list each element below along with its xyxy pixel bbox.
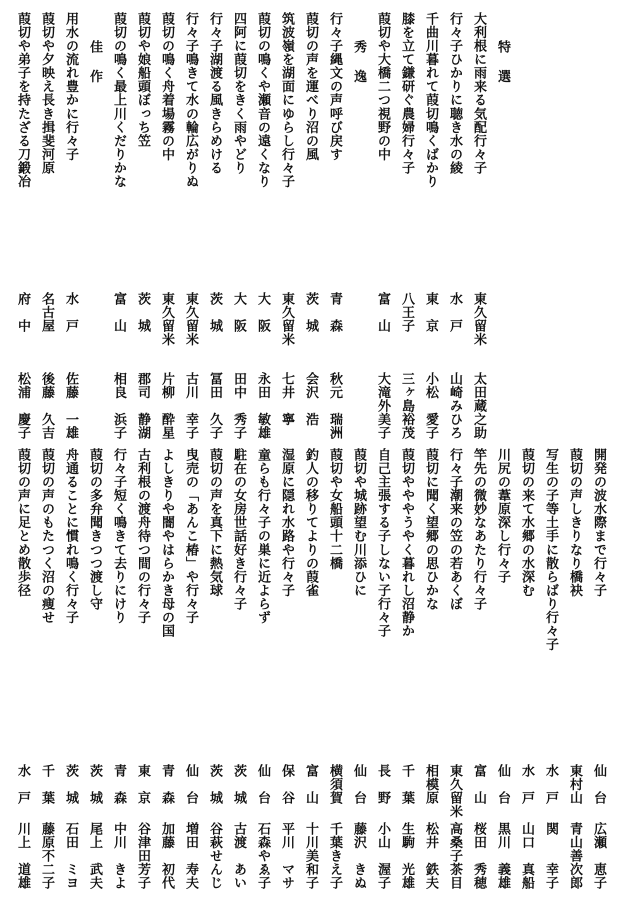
haiku-text: 行々子鳴きて水の輪広がりぬ	[183, 12, 198, 189]
author-place: 富 山	[471, 764, 486, 805]
author-place: 八王子	[399, 292, 414, 333]
haiku-text: 葭切の鳴く舟着場霧の中	[159, 12, 174, 162]
author-name: 三ヶ島裕茂	[399, 372, 414, 440]
haiku-text: 葭切の多弁聞きつつ渡し守	[87, 448, 102, 611]
haiku-text: 用水の流れ豊かに行々子	[63, 12, 78, 162]
haiku-text: 開発の波水際まで行々子	[591, 448, 606, 598]
author-name: 十川美和子	[303, 822, 318, 890]
haiku-text: 行々子潮来の笠の若あくぼ	[447, 448, 462, 611]
author-place: 東久留米	[159, 292, 174, 347]
author-name: 会沢 浩	[303, 372, 318, 427]
haiku-text: 古利根の渡舟待つ間の行々子	[135, 448, 150, 625]
haiku-text: 写生の子等土手に散らばり行々子	[543, 448, 558, 652]
author-place: 水 戸	[63, 292, 78, 333]
author-name: 千葉きえ子	[327, 822, 342, 890]
author-place: 茨 城	[87, 764, 102, 805]
haiku-text: 筑波嶺を湖面にゆらし行々子	[279, 12, 294, 189]
haiku-text: 葭切や娘船頭ぼっち笠	[135, 12, 150, 148]
haiku-text: 行々子縄文の声呼び戻す	[327, 12, 342, 162]
author-place: 水 戸	[543, 764, 558, 805]
author-place: 相模原	[423, 764, 438, 805]
author-place: 水 戸	[519, 764, 534, 805]
haiku-text: 葭切の声に足とめ散歩径	[15, 448, 30, 598]
haiku-text: 葭切やややうやく暮れし沼静か	[399, 448, 414, 638]
haiku-text: 自己主張する子しない子行々子	[375, 448, 390, 638]
haiku-text: 葭切の来て水郷の水深む	[519, 448, 534, 598]
haiku-text: 葭切の鳴く最上川くだりかな	[111, 12, 126, 189]
author-name: 山崎みひろ	[447, 372, 462, 440]
author-name: 中川 きよ	[111, 822, 126, 890]
haiku-text: 葭切の鳴くや瀬音の遠くなり	[255, 12, 270, 189]
author-name: 小松 愛子	[423, 372, 438, 440]
author-name: 小山 渥子	[375, 822, 390, 890]
author-name: 大滝外美子	[375, 372, 390, 440]
author-name: 谷萩せんじ	[207, 822, 222, 890]
author-name: 石森やゑ子	[255, 822, 270, 890]
author-place: 東久留米	[183, 292, 198, 347]
author-place: 茨 城	[63, 764, 78, 805]
haiku-text: 童らも行々子の巣に近よらず	[255, 448, 270, 625]
author-place: 茨 城	[231, 764, 246, 805]
author-place: 東 京	[423, 292, 438, 333]
author-name: 後藤 久吉	[39, 372, 54, 440]
author-name: 尾上 武夫	[87, 822, 102, 890]
author-name: 黒川 義雄	[495, 822, 510, 890]
haiku-text: 行々子湖渡る風きらめける	[207, 12, 222, 175]
author-place: 東久留米	[471, 292, 486, 347]
author-name: 広瀬 恵子	[591, 822, 606, 890]
author-name: 増田 寿夫	[183, 822, 198, 890]
haiku-text: よしきりや闇やはらかき母の国	[159, 448, 174, 638]
haiku-text: 行々子短く鳴きて去りにけり	[111, 448, 126, 625]
author-place: 茨 城	[303, 292, 318, 333]
haiku-text: 釣人の移りてよりの葭雀	[303, 448, 318, 598]
author-name: 青山善次郎	[567, 822, 582, 890]
heading-kasaku: 佳 作	[87, 40, 102, 89]
author-name: 石田 ミヨ	[63, 822, 78, 890]
author-name: 七井 寧	[279, 372, 294, 427]
author-name: 谷津田芳子	[135, 822, 150, 890]
haiku-text: 葭切に聞く望郷の思ひかな	[423, 448, 438, 611]
author-name: 関 幸子	[543, 822, 558, 890]
author-name: 相良 浜子	[111, 372, 126, 440]
haiku-text: 四阿に葭切をきく雨やどり	[231, 12, 246, 175]
author-place: 東久留米	[447, 764, 462, 819]
haiku-text: 葭切や弟子を持たざる刀鍛冶	[15, 12, 30, 189]
author-place: 保 谷	[279, 764, 294, 805]
author-place: 名古屋	[39, 292, 54, 333]
author-name: 佐藤 一雄	[63, 372, 78, 440]
haiku-text: 葭切や女船頭十二橋	[327, 448, 342, 570]
haiku-text: 竿先の微妙なあたり行々子	[471, 448, 486, 611]
author-name: 川上 道雄	[15, 822, 30, 890]
author-place: 茨 城	[135, 292, 150, 333]
author-place: 茨 城	[207, 292, 222, 333]
author-place: 府 中	[15, 292, 30, 333]
haiku-text: 葭切や夕映え長き揖斐河原	[39, 12, 54, 175]
author-place: 千 葉	[399, 764, 414, 805]
author-place: 青 森	[111, 764, 126, 805]
author-place: 富 山	[303, 764, 318, 805]
haiku-text: 湿原に隠れ水路や行々子	[279, 448, 294, 598]
haiku-text: 大利根に雨来る気配行々子	[471, 12, 486, 175]
author-name: 山口 真船	[519, 822, 534, 890]
author-place: 仙 台	[183, 764, 198, 805]
author-name: 古川 幸子	[183, 372, 198, 440]
author-place: 仙 台	[351, 764, 366, 805]
author-name: 松井 鉄夫	[423, 822, 438, 890]
author-name: 片柳 酔星	[159, 372, 174, 440]
haiku-text: 葭切の声を真下に熱気球	[207, 448, 222, 598]
author-place: 富 山	[375, 292, 390, 333]
author-name: 田中 秀子	[231, 372, 246, 440]
haiku-text: 曳売の「あんこ椿」や行々子	[183, 448, 198, 625]
haiku-text: 舟通ることに慣れ鳴く行々子	[63, 448, 78, 625]
author-place: 富 山	[111, 292, 126, 333]
haiku-text: 膝を立て鎌研ぐ農婦行々子	[399, 12, 414, 175]
author-place: 仙 台	[591, 764, 606, 805]
author-place: 仙 台	[255, 764, 270, 805]
haiku-text: 千曲川暮れて葭切鳴くばかり	[423, 12, 438, 189]
author-name: 古渡 あい	[231, 822, 246, 890]
author-place: 横須賀	[327, 764, 342, 805]
author-name: 桜田 秀穂	[471, 822, 486, 890]
author-place: 水 戸	[15, 764, 30, 805]
author-place: 青 森	[327, 292, 342, 333]
author-name: 冨田 久子	[207, 372, 222, 440]
author-place: 青 森	[159, 764, 174, 805]
haiku-text: 葭切や城跡望む川添ひに	[351, 448, 366, 598]
author-place: 東 京	[135, 764, 150, 805]
author-name: 郡司 静湖	[135, 372, 150, 440]
author-name: 太田蔵之助	[471, 372, 486, 440]
author-place: 仙 台	[495, 764, 510, 805]
haiku-text: 葭切の声を運べり沼の風	[303, 12, 318, 162]
author-place: 千 葉	[39, 764, 54, 805]
heading-tokusen: 特 選	[495, 40, 510, 89]
heading-shusen: 秀 逸	[351, 40, 366, 89]
author-name: 秋元 瑞洲	[327, 372, 342, 440]
author-name: 永田 敏雄	[255, 372, 270, 440]
haiku-text: 駐在の女房世話好き行々子	[231, 448, 246, 611]
haiku-text: 川尻の葦原深し行々子	[495, 448, 510, 584]
author-place: 東久留米	[279, 292, 294, 347]
author-name: 松浦 慶子	[15, 372, 30, 440]
haiku-text: 葭切の声しきりなり橋袂	[567, 448, 582, 598]
author-name: 高桑子茶目	[447, 822, 462, 890]
author-name: 加藤 初代	[159, 822, 174, 890]
haiku-text: 行々子ひかりに聴き水の綾	[447, 12, 462, 175]
haiku-text: 葭切や大橋二つ視野の中	[375, 12, 390, 162]
author-place: 大 阪	[231, 292, 246, 333]
author-name: 藤沢 きぬ	[351, 822, 366, 890]
author-place: 大 阪	[255, 292, 270, 333]
author-place: 長 野	[375, 764, 390, 805]
author-name: 生駒 光雄	[399, 822, 414, 890]
author-name: 藤原不二子	[39, 822, 54, 890]
haiku-text: 葭切の声のもたつく沼の痩せ	[39, 448, 54, 625]
author-name: 平川 マサ	[279, 822, 294, 890]
author-place: 茨 城	[207, 764, 222, 805]
author-place: 東村山	[567, 764, 582, 805]
author-place: 水 戸	[447, 292, 462, 333]
